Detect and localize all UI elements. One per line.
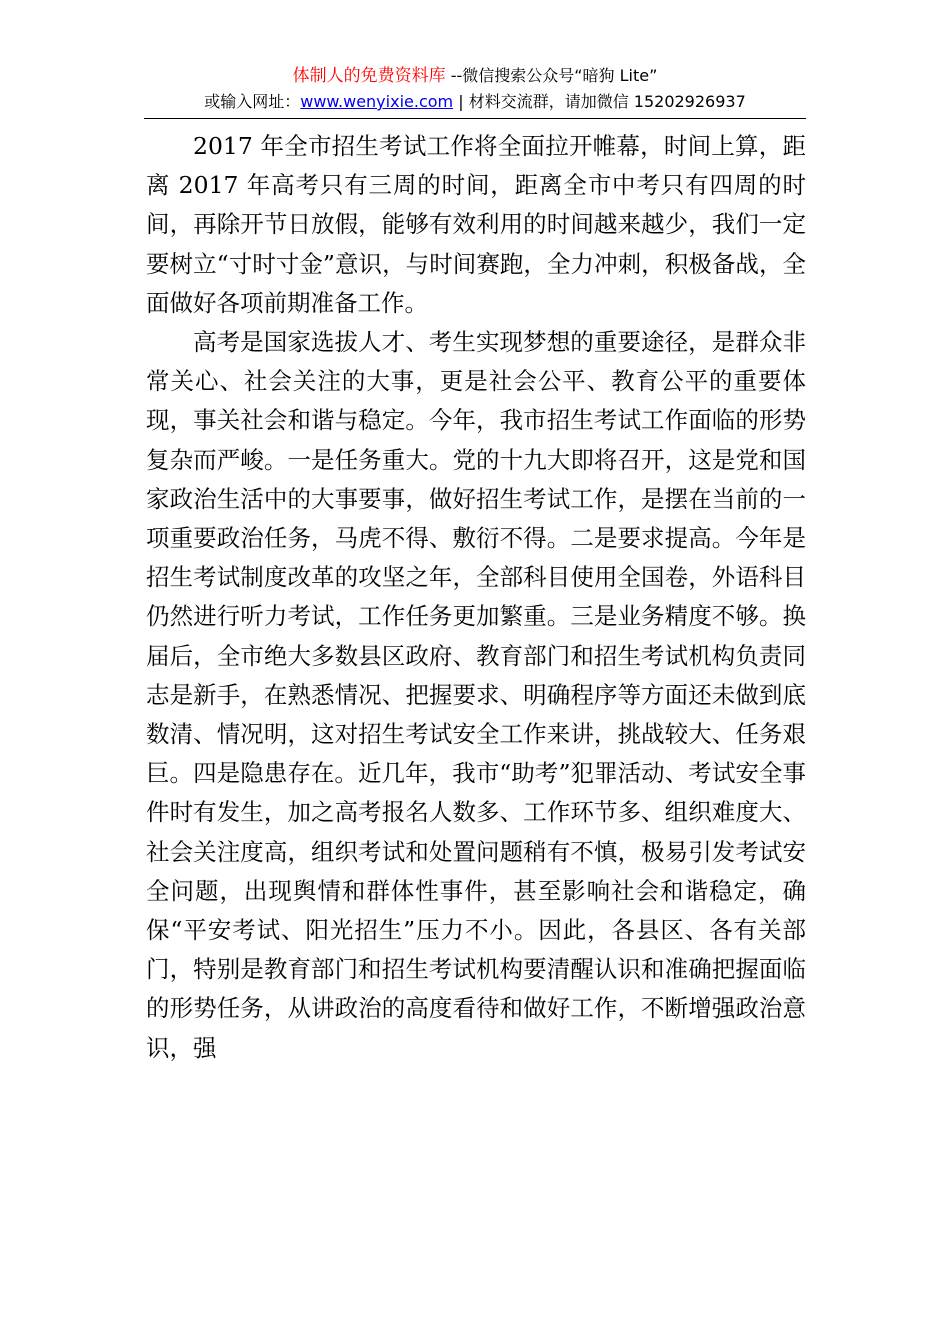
wechat-search-text: --微信搜索公众号“暗狗 Lite”: [450, 66, 658, 85]
website-link[interactable]: www.wenyixie.com: [300, 92, 454, 111]
header-divider: [144, 118, 806, 119]
url-prefix: 或输入网址：: [204, 92, 301, 111]
header-line-1: [0, 64, 950, 88]
header-line-2: [0, 90, 950, 114]
brand-title: 体制人的免费资料库: [292, 66, 446, 86]
page-header: [0, 64, 950, 114]
header-separator: |: [458, 92, 464, 111]
paragraph: 高考是国家选拔人才、考生实现梦想的重要途径，是群众非常关心、社会关注的大事，更是社会公平、教育公平的重要体现，事关社会和谐与稳定。今年，我市招生考试工作面临的形势复杂而严峻。一是任务重大。党的十九大即将召开，这是党和国家政治生活中的大事要事，做好招生考试工作，是摆在当前的一项重要政治任务，马虎不得、敷衍不得。二是要求提高。今年是招生考试制度改革的攻坚之年，全部科目使用全国卷，外语科目仍然进行听力考试，工作任务更加繁重。三是业务精度不够。换届后，全市绝大多数县区政府、教育部门和招生考试机构负责同志是新手，在熟悉情况、把握要求、明确程序等方面还未做到底数清、情况明，这对招生考试安全工作来讲，挑战较大、任务艰巨。四是隐患存在。近几年，我市“助考”犯罪活动、考试安全事件时有发生，加之高考报名人数多、工作环节多、组织难度大、社会关注度高，组织考试和处置问题稍有不慎，极易引发考试安全问题，出现舆情和群体性事件，甚至影响社会和谐稳定，确保“平安考试、阳光招生”压力不小。因此，各县区、各有关部门，特别是教育部门和招生考试机构要清醒认识和准确把握面临的形势任务，从讲政治的高度看待和做好工作，不断增强政治意识，强: [146, 328, 806, 1062]
paragraph: 2017 年全市招生考试工作将全面拉开帷幕，时间上算，距离 2017 年高考只有三周的时间，距离全市中考只有四周的时间，再除开节日放假，能够有效利用的时间越来越少，我们一定要树立“寸时寸金”意识，与时间赛跑，全力冲刺，积极备战，全面做好各项前期准备工作。: [146, 132, 806, 317]
contact-text: 材料交流群，请加微信 15202926937: [468, 92, 746, 111]
document-body: [146, 127, 806, 1068]
